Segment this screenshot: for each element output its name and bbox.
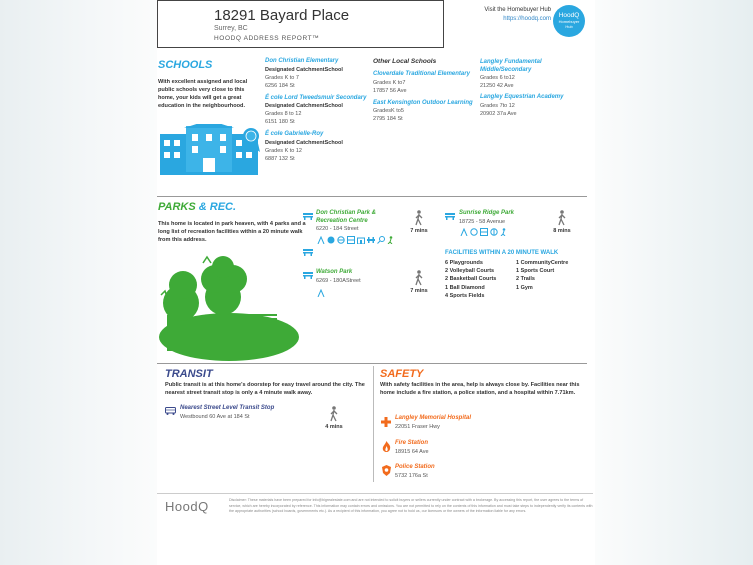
transit-stop <box>180 405 310 421</box>
facility-item: 1 CommunityCentre <box>516 260 569 266</box>
schools-title: SCHOOLS <box>158 59 213 71</box>
assigned-schools <box>265 58 369 163</box>
park-item-2 <box>316 269 398 285</box>
school-name[interactable]: East Kensington Outdoor Learning <box>373 99 473 106</box>
school-address: 6887 132 St <box>265 155 295 162</box>
sports-court-icon <box>377 236 385 244</box>
school-address: 6256 184 St <box>265 82 295 89</box>
school-grades: Grades K to 12 <box>265 147 302 154</box>
parks-title <box>158 201 236 213</box>
facilities-col2 <box>516 259 568 292</box>
school-grades: Grades 8 to 12 <box>265 111 302 117</box>
bench-icon <box>303 271 313 279</box>
report-page <box>157 0 595 565</box>
park-name[interactable]: Don Christian Park & Recreation Centre <box>316 210 377 224</box>
hub-label: Visit the Homebuyer Hub <box>484 7 551 13</box>
hospital-cross-icon <box>381 417 391 427</box>
park-address: 6269 - 180AStreet <box>316 277 361 284</box>
bench-icon <box>445 212 455 220</box>
playground-icon <box>460 228 468 236</box>
walking-person-icon <box>413 210 425 226</box>
safety-address: 18915 64 Ave <box>395 448 429 455</box>
other-school-2 <box>373 100 473 124</box>
school-name[interactable]: Langley Equestrian Academy <box>480 94 564 100</box>
transit-stop-name[interactable]: Nearest Street Level Transit Stop <box>180 405 275 411</box>
school-grades: Grades 7to 12 <box>480 102 515 109</box>
facility-item: 1 Gym <box>516 284 533 291</box>
logo-text: HoodQ <box>558 12 580 19</box>
school-designation: Designated CatchmentSchool <box>265 139 343 146</box>
safety-item-3 <box>395 464 515 480</box>
basketball-icon <box>337 236 345 244</box>
hoodq-footer-logo: HoodQ <box>165 499 209 514</box>
assigned-school-1 <box>265 58 369 90</box>
safety-name[interactable]: Langley Memorial Hospital <box>395 415 472 421</box>
school-address: 20902 37a Ave <box>480 110 517 117</box>
school-name[interactable]: É cole Gabrielle-Roy <box>265 131 324 137</box>
parks-intro: This home is located in park heaven, with 4 parks and a long list of recreation facilities within a 20 minute walk from this address. <box>158 221 306 243</box>
school-grades: Grades K to 7 <box>265 74 299 81</box>
school-name[interactable]: Langley Fundamental Middle/Secondary <box>480 59 542 73</box>
park-amenity-icons <box>317 236 395 244</box>
playground-icon <box>317 289 325 297</box>
park-illustration-icon <box>159 255 301 361</box>
walk-time: 7 mins <box>410 288 428 294</box>
park-address: 6220 - 184 Street <box>316 226 359 232</box>
trail-icon <box>500 228 508 236</box>
park-name[interactable]: Watson Park <box>316 269 353 275</box>
parks-title-b: & REC. <box>198 201 237 213</box>
school-grades: Grades K to7 <box>373 79 406 86</box>
other-school-4 <box>480 94 590 118</box>
other-schools-title: Other Local Schools <box>373 58 437 65</box>
facility-item: 1 Ball Diamond <box>445 284 485 291</box>
playground-icon <box>317 236 325 244</box>
bench-icon <box>303 248 313 256</box>
address-header <box>157 0 444 48</box>
community-centre-icon <box>357 236 365 244</box>
other-schools-col2 <box>480 59 590 118</box>
volleyball-icon <box>470 228 478 236</box>
school-grades: Grades 6 to12 <box>480 75 515 81</box>
school-name[interactable]: É cole Lord Tweedsmuir Secondary <box>265 94 367 101</box>
facilities-title <box>445 250 558 256</box>
fire-icon <box>382 441 391 452</box>
sports-field-icon <box>480 228 488 236</box>
parks-title-a: PARKS <box>158 201 196 213</box>
safety-name[interactable]: Fire Station <box>395 440 429 446</box>
basketball-icon <box>490 228 498 236</box>
transit-stop-address: Westbound 60 Ave at 184 St <box>180 413 250 420</box>
address-title: 18291 Bayard Place <box>214 7 350 24</box>
hoodq-hub-logo[interactable] <box>553 5 585 37</box>
walking-person-icon <box>413 270 425 286</box>
facility-item: 4 Sports Fields <box>445 292 485 299</box>
facility-item: 2 Basketball Courts <box>445 276 497 283</box>
award-ribbon-icon <box>241 127 261 153</box>
divider <box>157 196 587 197</box>
walk-time: 4 mins <box>325 424 343 430</box>
report-label: HOODQ ADDRESS REPORT™ <box>214 35 320 42</box>
assigned-school-3 <box>265 131 369 163</box>
facilities-title-text: FACILITIES WITHIN A 20 MINUTE WALK <box>445 250 559 256</box>
safety-address: 5732 176a St <box>395 472 428 479</box>
bus-icon <box>165 407 176 415</box>
address-city: Surrey, BC <box>214 25 248 32</box>
school-designation: Designated CatchmentSchool <box>265 66 343 73</box>
schools-intro: With excellent assigned and local public schools very close to this home, your kids will get a great education in the neighbourhood. <box>158 79 248 109</box>
disclaimer-text: Disclaimer: These materials have been prepared for info@bigrealestate.com and are not intended to solicit buyers or sellers currently under contract with a brokerage. By accessing this report, the user agrees to the terms of service, which are hereby incorporated by reference. This information may contain errors and omissions. You are not permitted to rely on the contents of this information and must take steps to independently verify its contents with the appropriate authorities (school boards, governments etc.). As a recipient of this information, you agree not to hold us, our licensors or the owners of the information liable for any errors. <box>229 498 593 514</box>
school-name[interactable]: Don Christian Elementary <box>265 58 339 64</box>
park-amenity-icons <box>460 228 508 236</box>
facility-item: 6 Playgrounds <box>445 260 483 266</box>
school-grades: GradesK to5 <box>373 108 404 114</box>
facilities-col1 <box>445 259 496 300</box>
safety-name[interactable]: Police Station <box>395 464 435 470</box>
hub-promo <box>484 6 551 24</box>
bench-icon <box>303 212 313 220</box>
school-address: 17857 56 Ave <box>373 87 407 94</box>
other-school-3 <box>480 59 590 90</box>
walk-time: 8 mins <box>553 228 571 234</box>
park-name[interactable]: Sunrise Ridge Park <box>459 210 515 216</box>
logo-sub1: Homebuyer <box>558 19 580 24</box>
divider <box>157 493 593 494</box>
assigned-school-2 <box>265 95 369 127</box>
park-item-1 <box>316 210 398 233</box>
other-schools-col1 <box>373 71 473 123</box>
safety-address: 22051 Fraser Hwy <box>395 423 440 430</box>
police-badge-icon <box>382 465 391 476</box>
facility-item: 2 Volleyball Courts <box>445 268 495 275</box>
column-divider <box>373 366 374 482</box>
transit-title: TRANSIT <box>165 368 213 380</box>
safety-title: SAFETY <box>380 368 424 380</box>
safety-item-1 <box>395 415 515 431</box>
transit-intro: Public transit is at this home's doorstep for easy travel around the city. The nearest street transit stop is only a 4 minute walk away. <box>165 382 365 396</box>
school-designation: Designated CatchmentSchool <box>265 103 343 109</box>
school-name[interactable]: Cloverdale Traditional Elementary <box>373 71 470 77</box>
divider <box>157 363 587 364</box>
sports-field-icon <box>347 236 355 244</box>
logo-sub2: Hub <box>565 24 573 29</box>
safety-intro: With safety facilities in the area, help is always close by. Facilities near this home include a fire station, a police station, and a hospital within 7.71km. <box>380 382 580 396</box>
safety-item-2 <box>395 440 515 456</box>
walk-time: 7 mins <box>410 228 428 234</box>
walking-person-icon <box>556 210 568 226</box>
facility-item: 2 Trails <box>516 276 535 283</box>
park-item-3 <box>459 210 543 226</box>
hub-link[interactable]: https://hoodq.com <box>503 16 551 22</box>
facility-item: 1 Sports Court <box>516 268 555 275</box>
park-address: 18725 - 58 Avenue <box>459 218 506 225</box>
trail-icon <box>387 236 395 244</box>
school-address: 6151 180 St <box>265 119 295 125</box>
walking-person-icon <box>328 406 340 422</box>
other-school-1 <box>373 71 473 95</box>
school-address: 21250 42 Ave <box>480 83 514 89</box>
gym-icon <box>367 236 375 244</box>
school-address: 2795 184 St <box>373 116 403 122</box>
volleyball-icon <box>327 236 335 244</box>
